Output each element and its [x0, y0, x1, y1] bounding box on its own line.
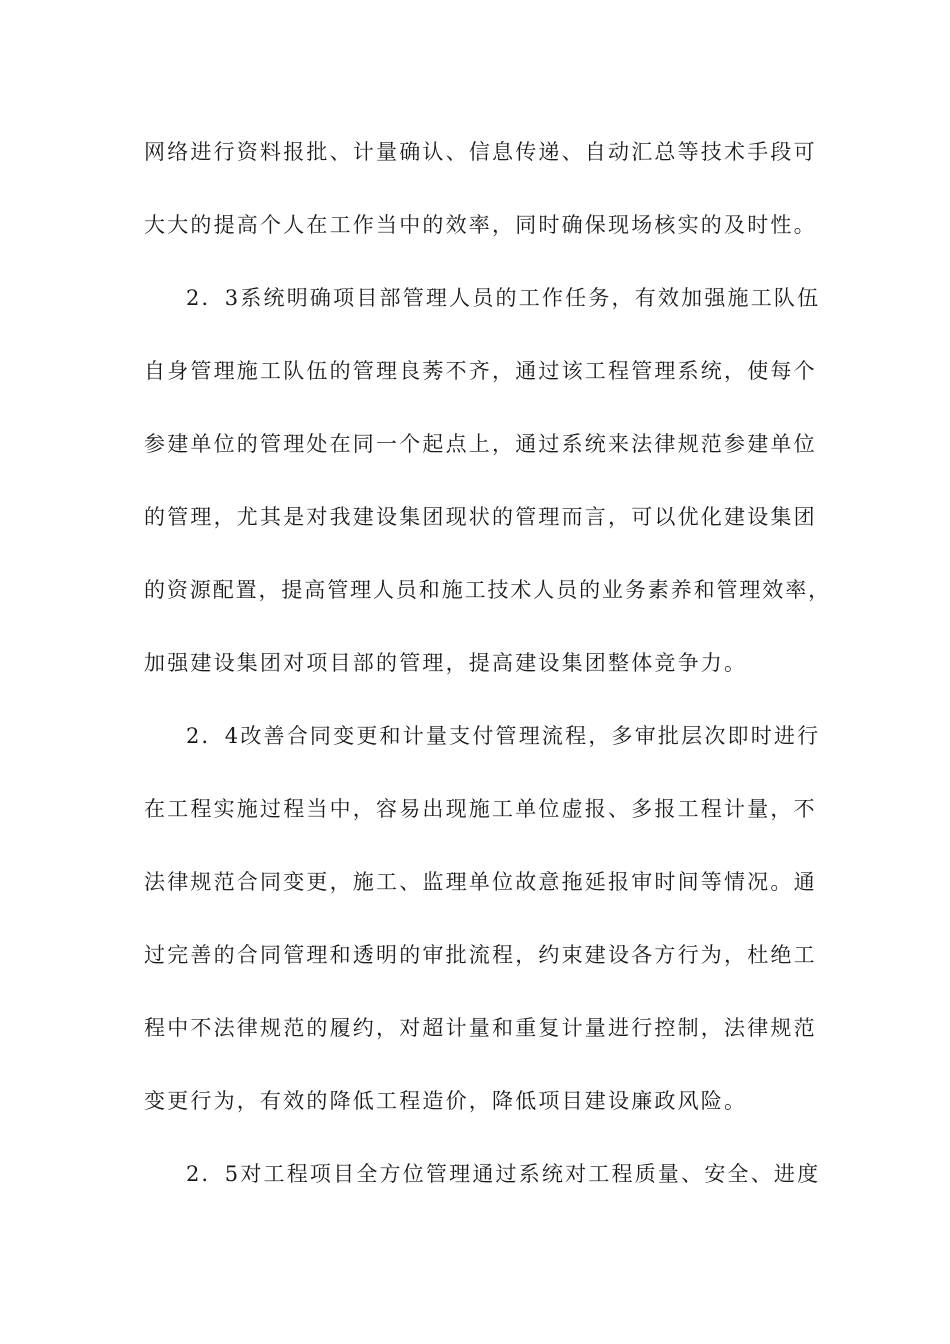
paragraph-line: 参建单位的管理处在同一个起点上，通过系统来法律规范参建单位	[144, 432, 817, 456]
paragraph-line: 程中不法律规范的履约，对超计量和重复计量进行控制，法律规范	[144, 1016, 817, 1040]
paragraph-line: 的资源配置，提高管理人员和施工技术人员的业务素养和管理效率，	[144, 578, 831, 602]
section-heading-2-5: 2．5对工程项目全方位管理通过系统对工程质量、安全、进度	[186, 1162, 821, 1186]
paragraph-line: 的管理，尤其是对我建设集团现状的管理而言，可以优化建设集团	[144, 505, 817, 529]
paragraph-line: 加强建设集团对项目部的管理，提高建设集团整体竞争力。	[144, 651, 748, 675]
paragraph-line: 网络进行资料报批、计量确认、信息传递、自动汇总等技术手段可	[144, 140, 817, 164]
paragraph-line: 变更行为，有效的降低工程造价，降低项目建设廉政风险。	[144, 1089, 748, 1113]
paragraph-line: 大大的提高个人在工作当中的效率，同时确保现场核实的及时性。	[144, 213, 817, 237]
paragraph-line: 自身管理施工队伍的管理良莠不齐，通过该工程管理系统，使每个	[144, 359, 817, 383]
paragraph-line: 过完善的合同管理和透明的审批流程，约束建设各方行为，杜绝工	[144, 943, 817, 967]
paragraph-line: 法律规范合同变更，施工、监理单位故意拖延报审时间等情况。通	[144, 870, 817, 894]
paragraph-line: 在工程实施过程当中，容易出现施工单位虚报、多报工程计量，不	[144, 797, 817, 821]
section-heading-2-3: 2．3系统明确项目部管理人员的工作任务，有效加强施工队伍	[186, 286, 821, 310]
section-heading-2-4: 2．4改善合同变更和计量支付管理流程，多审批层次即时进行	[186, 724, 821, 748]
